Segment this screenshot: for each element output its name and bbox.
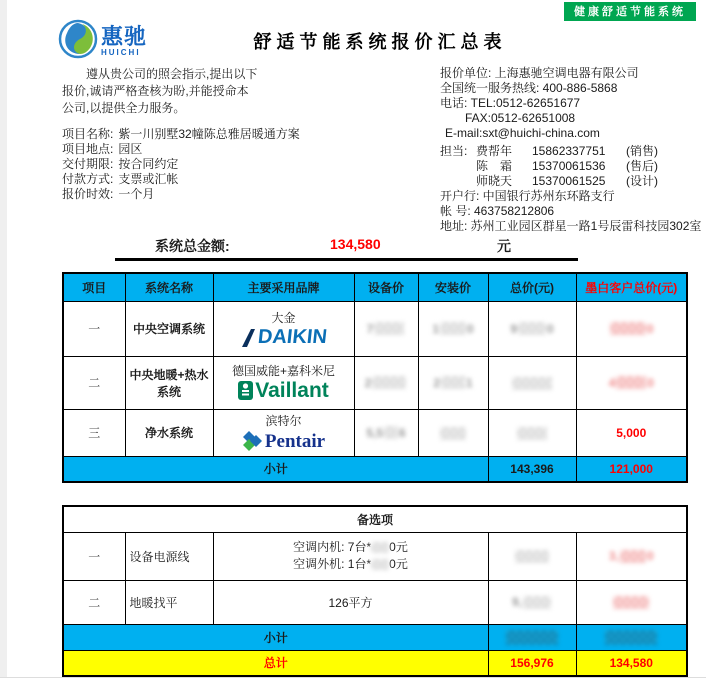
header-install-price: 安装价 [418, 273, 488, 301]
vendor-tel-line: 电话: TEL:0512-62651677 [440, 96, 581, 110]
header-client-total-price: 墨白客户总价(元) [576, 273, 687, 301]
vendor-email-line: E-mail:sxt@huichi-china.com [445, 126, 600, 140]
system-name-cell: 中央地暖+热水系统 [125, 356, 213, 409]
options-subtotal-label: 小计 [63, 624, 488, 650]
total-price-cell: 9, [488, 580, 576, 624]
system-name-cell: 净水系统 [125, 409, 213, 456]
row-num: 二 [63, 580, 125, 624]
brand-cell: 德国威能+嘉科米尼 Vaillant [213, 356, 354, 409]
daikin-mark-icon [241, 329, 256, 347]
main-quote-table [62, 272, 688, 483]
huichi-logo [58, 19, 147, 64]
options-title: 备选项 [63, 506, 687, 532]
options-subtotal-total [488, 624, 576, 650]
client-price-cell [576, 580, 687, 624]
grand-total-client-value: 134,580 [576, 650, 687, 676]
quote-validity-row: 报价时效: 一个月 [62, 187, 155, 201]
subtotal-client: 121,000 [576, 456, 687, 482]
brand-cell: 滨特尔 Pentair [213, 409, 354, 456]
system-total-line [0, 236, 706, 258]
equipment-price-cell: 7 [354, 301, 418, 356]
client-price-cell: 4 0 [576, 356, 687, 409]
pentair-arrows-icon [242, 431, 262, 451]
grand-total-row [63, 650, 687, 676]
grand-total-label: 总计 [63, 650, 488, 676]
table-row [63, 301, 687, 356]
header-equipment-price: 设备价 [354, 273, 418, 301]
options-table [62, 505, 688, 677]
options-subtotal-client [576, 624, 687, 650]
row-num: 三 [63, 409, 125, 456]
pentair-logo: Pentair [214, 431, 354, 451]
daikin-logo: DAIKIN [214, 327, 354, 347]
page-title: 舒适节能系统报价汇总表 [253, 32, 507, 52]
contact-aftersale-row: 陈 霜 15370061536 (售后) [476, 159, 658, 173]
system-name-cell: 中央空调系统 [125, 301, 213, 356]
account-line: 帐 号: 463758212806 [440, 204, 555, 218]
vendor-hotline-line: 全国统一服务热线: 400-886-5868 [440, 81, 618, 95]
intro-paragraph: 遵从贵公司的照会指示,提出以下报价,诚请严格查核为盼,并能授命本公司,以提供全力服务。 [62, 67, 258, 116]
row-num: 一 [63, 301, 125, 356]
contact-sales-row: 担当: 费帮年 15862337751 (销售) [440, 144, 658, 158]
vaillant-crest-icon [238, 381, 253, 400]
options-header-row [63, 506, 687, 532]
bank-line: 开户行: 中国银行苏州东环路支行 [440, 189, 615, 203]
client-price-cell: 0 [576, 301, 687, 356]
equipment-price-cell: 5,5 6 [354, 409, 418, 456]
project-info [62, 127, 300, 202]
table-row [63, 356, 687, 409]
total-price-cell: 9 0 [488, 301, 576, 356]
page-left-gutter [0, 0, 7, 677]
huichi-swirl-icon [58, 19, 98, 64]
health-badge: 健康舒适节能系统 [564, 2, 696, 21]
logo-text-cn: 惠驰 [101, 24, 148, 49]
contacts-info [440, 144, 701, 234]
option-name-cell: 地暖找平 [125, 580, 213, 624]
total-price-cell [488, 356, 576, 409]
subtotal-total: 143,396 [488, 456, 576, 482]
header-brand: 主要采用品牌 [213, 273, 354, 301]
header-total-price: 总价(元) [488, 273, 576, 301]
equipment-price-cell: 2 [354, 356, 418, 409]
options-subtotal-row [63, 624, 687, 650]
option-name-cell: 设备电源线 [125, 532, 213, 580]
option-desc-cell: 空调内机: 7台* 0元 空调外机: 1台* 0元 [213, 532, 488, 580]
client-price-cell: 3, 0 [576, 532, 687, 580]
contact-design-row: 师晓天 15370061525 (设计) [476, 174, 658, 188]
total-price-cell [488, 532, 576, 580]
table-row [63, 409, 687, 456]
install-price-cell [418, 409, 488, 456]
table-row [63, 532, 687, 580]
system-total-value: 134,580 [330, 236, 381, 252]
vendor-company-line: 报价单位: 上海惠驰空调电器有限公司 [440, 66, 639, 80]
logo-text-en: HUICHI [101, 48, 141, 57]
row-num: 一 [63, 532, 125, 580]
main-table-header-row [63, 273, 687, 301]
project-name-row: 项目名称: 紫一川别墅32幢陈总雅居暖通方案 [62, 127, 300, 141]
install-price-cell: 1 0 [418, 301, 488, 356]
subtotal-row [63, 456, 687, 482]
system-total-label: 系统总金额: [155, 238, 230, 254]
vaillant-logo: Vaillant [214, 380, 354, 401]
total-price-cell [488, 409, 576, 456]
option-desc-cell: 126平方 [213, 580, 488, 624]
system-total-unit: 元 [497, 238, 511, 254]
delivery-term-row: 交付期限: 按合同约定 [62, 157, 179, 171]
grand-total-value: 156,976 [488, 650, 576, 676]
client-price-cell: 5,000 [576, 409, 687, 456]
summary-underline [115, 258, 578, 261]
vendor-fax-line: FAX:0512-62651008 [465, 111, 576, 125]
address-line: 地址: 苏州工业园区群星一路1号辰雷科技园302室 [440, 219, 702, 233]
brand-cell: 大金 DAIKIN [213, 301, 354, 356]
header-item: 项目 [63, 273, 125, 301]
project-location-row: 项目地点: 园区 [62, 142, 143, 156]
row-num: 二 [63, 356, 125, 409]
payment-method-row: 付款方式: 支票或汇帐 [62, 172, 179, 186]
subtotal-label: 小计 [63, 456, 488, 482]
header-system-name: 系统名称 [125, 273, 213, 301]
table-row [63, 580, 687, 624]
vendor-info [440, 66, 639, 141]
install-price-cell: 2 1 [418, 356, 488, 409]
